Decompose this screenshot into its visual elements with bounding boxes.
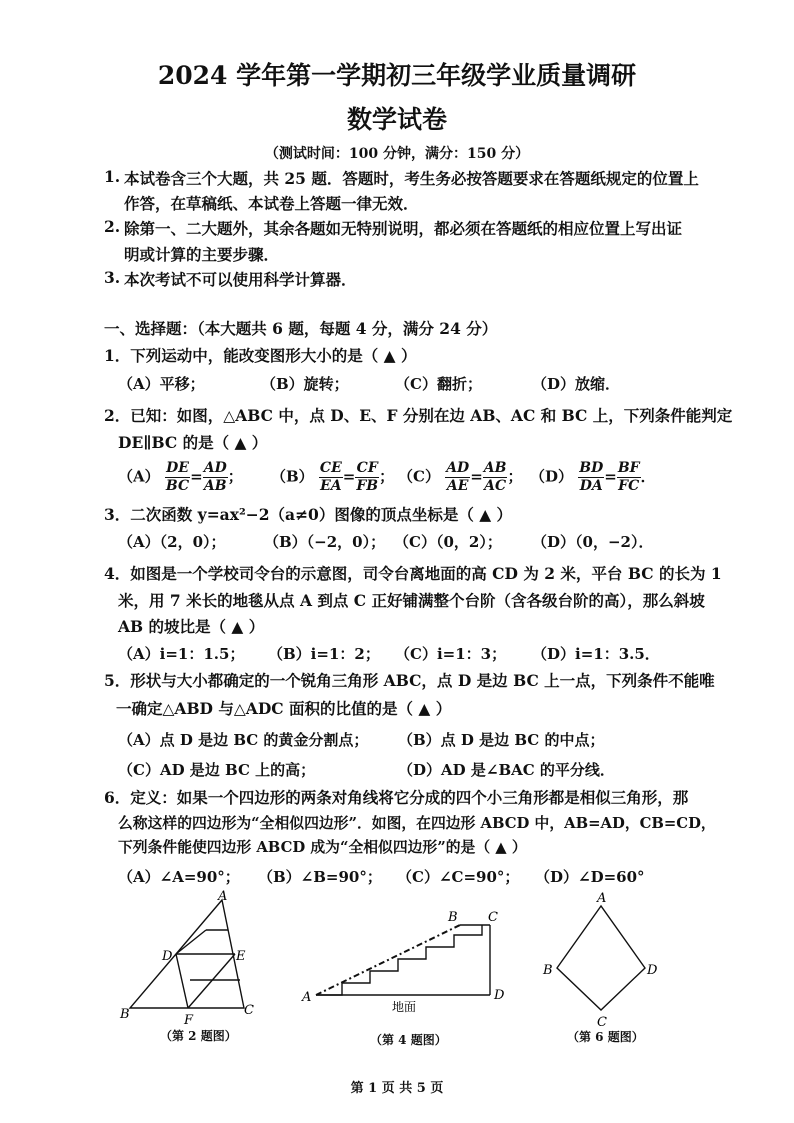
q1-option-a: （A）平移；	[118, 375, 205, 393]
note-2-num: 2.	[104, 217, 121, 236]
q2-a-frac2: $\frac{AD}{AB}$	[203, 460, 227, 494]
figure-q2	[110, 890, 280, 1030]
q5-option-b: （B）点 D 是边 BC 的中点；	[398, 731, 605, 749]
q4-line2: 米，用 7 米长的地毯从点 A 到点 C 正好铺满整个台阶（含各级台阶的高），那么斜坡	[118, 591, 705, 610]
exam-subtitle: 数学试卷	[346, 105, 447, 134]
q2-option-c: （C） $\frac{AD}{AE}$ = $\frac{AB}{AC}$ ；	[398, 460, 523, 494]
fig6-label-a: A	[597, 891, 607, 906]
fig6-label-b: B	[543, 963, 553, 978]
fig2-label-c: C	[244, 1003, 254, 1018]
fig2-label-b: B	[120, 1007, 130, 1022]
q5-option-d: （D）AD 是∠BAC 的平分线．	[398, 761, 615, 779]
page-footer: 第 1 页 共 5 页	[350, 1081, 444, 1096]
q6-option-a: （A）∠A=90°；	[118, 868, 240, 886]
q6-line1: 6．定义：如果一个四边形的两条对角线将它分成的四个小三角形都是相似三角形，那	[104, 788, 689, 807]
note-2-line1: 除第一、二大题外，其余各题如无特别说明，都必须在答题纸的相应位置上写出证	[124, 219, 683, 238]
q3-option-d: （D）（0，−2）．	[532, 533, 654, 551]
q3-stem: 3．二次函数 y=ax²−2（a≠0）图像的顶点坐标是（ ▲ ）	[104, 505, 513, 524]
q6-line2: 么称这样的四边形为“全相似四边形”．如图，在四边形 ABCD 中，AB=AD，CB=CD，	[118, 815, 716, 832]
fig6-label-c: C	[597, 1015, 607, 1030]
q3-option-c: （C）（0，2）；	[394, 533, 502, 551]
fig4-label-c: C	[488, 910, 498, 925]
q2-d-frac1: $\frac{BD}{DA}$	[579, 460, 604, 494]
exam-info: （测试时间：100 分钟，满分：150 分）	[264, 146, 530, 162]
q2-option-b: （B） $\frac{CE}{EA}$ = $\frac{CF}{FB}$ ；	[271, 460, 395, 494]
figure-q4	[300, 905, 515, 1020]
q5-line1: 5．形状与大小都确定的一个锐角三角形 ABC，点 D 是边 BC 上一点，下列条件不能唯	[104, 671, 715, 690]
q2-b-frac1: $\frac{CE}{EA}$	[319, 460, 342, 494]
q1-option-d: （D）放缩．	[532, 375, 621, 393]
fig2-label-f: F	[184, 1013, 194, 1028]
q2-option-c-label: （C）	[398, 467, 440, 486]
fig4-ground-label: 地面	[392, 1000, 417, 1014]
q1-stem: 1．下列运动中，能改变图形大小的是（ ▲ ）	[104, 346, 417, 365]
q4-option-d: （D）i=1：3.5．	[532, 645, 660, 663]
q5-line2: 一确定△ABD 与△ADC 面积的比值的是（ ▲ ）	[116, 699, 452, 718]
q6-option-b: （B）∠B=90°；	[258, 868, 382, 886]
q2-c-frac1: $\frac{AD}{AE}$	[446, 460, 470, 494]
q3-option-a: （A）（2，0）；	[118, 533, 226, 551]
fig6-label-d: D	[647, 963, 658, 978]
q2-option-d-label: （D）	[530, 467, 574, 486]
note-1-num: 1.	[104, 167, 121, 186]
q2-option-a-label: （A）	[118, 467, 160, 486]
note-2-line2: 明或计算的主要步骤．	[124, 245, 280, 264]
exam-title: 2024 学年第一学期初三年级学业质量调研	[157, 61, 637, 90]
q6-option-c: （C）∠C=90°；	[397, 868, 520, 886]
note-1-line2: 作答，在草稿纸、本试卷上答题一律无效．	[124, 194, 419, 213]
fig2-label-e: E	[236, 949, 246, 964]
note-3-num: 3.	[104, 268, 121, 287]
q2-stem-b: DE∥BC 的是（ ▲ ）	[118, 433, 268, 452]
q2-stem-a: 2．已知：如图，△ABC 中，点 D、E、F 分别在边 AB、AC 和 BC 上，下列条件能判定	[104, 406, 733, 425]
q1-option-c: （C）翻折；	[395, 375, 482, 393]
q4-option-c: （C）i=1：3；	[395, 645, 507, 663]
figure-q4-caption: （第 4 题图）	[370, 1033, 447, 1047]
q4-line1: 4．如图是一个学校司令台的示意图，司令台离地面的高 CD 为 2 米，平台 BC 的长为 1	[104, 564, 722, 583]
note-1-line1: 本试卷含三个大题，共 25 题．答题时，考生务必按答题要求在答题纸规定的位置上	[124, 169, 699, 188]
q5-option-a: （A）点 D 是边 BC 的黄金分割点；	[118, 731, 369, 749]
q4-option-b: （B）i=1：2；	[268, 645, 380, 663]
fig4-label-b: B	[448, 910, 458, 925]
q1-option-b: （B）旋转；	[261, 375, 349, 393]
q6-option-d: （D）∠D=60°	[535, 868, 645, 886]
section-1-heading: 一、选择题：（本大题共 6 题，每题 4 分，满分 24 分）	[104, 319, 498, 338]
q2-d-frac2: $\frac{BF}{FC}$	[617, 460, 640, 494]
fig4-label-a: A	[302, 990, 312, 1005]
q2-c-frac2: $\frac{AB}{AC}$	[483, 460, 507, 494]
q6-line3: 下列条件能使四边形 ABCD 成为“全相似四边形”的是（ ▲ ）	[118, 839, 527, 856]
fig4-label-d: D	[494, 988, 505, 1003]
q2-option-d: （D） $\frac{BD}{DA}$ = $\frac{BF}{FC}$ ．	[530, 460, 656, 494]
q2-option-a: （A） $\frac{DE}{BC}$ = $\frac{AD}{AB}$ ；	[118, 460, 243, 494]
q4-line3: AB 的坡比是（ ▲ ）	[118, 617, 265, 636]
q5-option-c: （C）AD 是边 BC 上的高；	[118, 761, 316, 779]
note-3-line1: 本次考试不可以使用科学计算器．	[124, 270, 357, 289]
q2-a-frac1: $\frac{DE}{BC}$	[165, 460, 190, 494]
fig2-label-d: D	[162, 949, 173, 964]
q2-b-frac2: $\frac{CF}{FB}$	[356, 460, 379, 494]
fig2-label-a: A	[218, 890, 228, 904]
figure-q6-caption: （第 6 题图）	[567, 1030, 644, 1044]
figure-q2-caption: （第 2 题图）	[160, 1029, 237, 1043]
figure-q6	[535, 888, 665, 1033]
q3-option-b: （B）（−2，0）；	[264, 533, 386, 551]
q4-option-a: （A）i=1：1.5；	[118, 645, 245, 663]
q2-option-b-label: （B）	[271, 467, 314, 486]
